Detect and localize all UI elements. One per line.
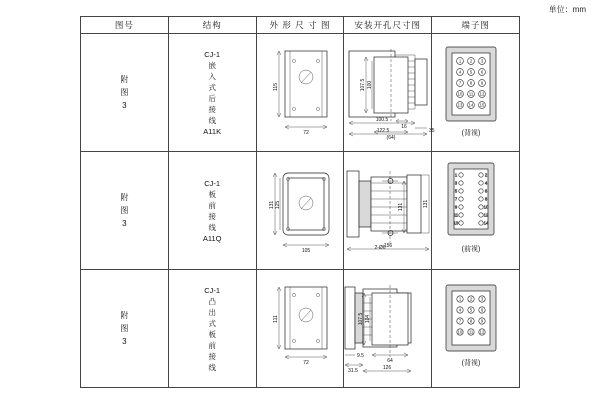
terminal-number: 7 (459, 80, 462, 86)
header-mounting: 安装开孔尺寸图 (344, 17, 432, 34)
table-row (81, 270, 520, 388)
terminal-number: 10 (457, 91, 463, 97)
row3-num-line: 3 (122, 337, 127, 346)
row3-terminal-drawing (432, 271, 510, 387)
row1-struct-line: 接 (208, 104, 216, 114)
terminal-number: 11 (469, 91, 474, 97)
row2-struct-line: 线 (208, 222, 216, 232)
row2-dim: 156 (383, 242, 392, 249)
row2-struct-line: A11Q (202, 233, 222, 243)
row1-number-cell (81, 34, 169, 152)
row3-dim: 111 (272, 314, 279, 323)
row2-dim: 105 (301, 247, 310, 254)
row3-mount-dim: 104 (365, 314, 372, 323)
terminal-number: 1 (455, 171, 458, 177)
terminal-number: 3 (455, 179, 458, 185)
row3-mounting-cell (344, 270, 432, 388)
row1-mount-dim: 16 (401, 123, 408, 130)
row2-structure-cell (168, 152, 256, 270)
row2-number-cell (81, 152, 169, 270)
table-header-row (81, 17, 520, 34)
row1-struct-line: 后 (208, 93, 216, 103)
terminal-number: 12 (479, 329, 485, 334)
row1-mounting-cell (344, 34, 432, 152)
terminal-number: 13 (457, 102, 463, 108)
row2-terminal-drawing (432, 153, 510, 269)
row3-structure-cell (168, 270, 256, 388)
row3-number-cell (81, 270, 169, 388)
row2-struct-line: 接 (208, 211, 216, 221)
row1-dim: 122.5 (376, 127, 389, 134)
terminal-number: 3 (481, 58, 484, 64)
terminal-number: 4 (459, 69, 462, 75)
row2-num-line: 3 (122, 219, 127, 228)
row1-num-line: 附 (120, 75, 129, 84)
row3-dim: 72 (302, 359, 309, 366)
row2-mounting-cell (344, 152, 432, 270)
terminal-number: 8 (470, 318, 473, 323)
row1-mounting-drawing (344, 35, 436, 151)
terminal-number: 4 (459, 307, 462, 312)
terminal-number: 11 (454, 211, 459, 217)
row1-num-line: 图 (120, 88, 129, 97)
terminal-number: 6 (485, 187, 488, 193)
unit-note: 单位：mm (548, 5, 586, 14)
row3-struct-line: 板 (208, 329, 216, 339)
row1-terminal-caption: (背视) (461, 129, 481, 137)
row1-mount-dim: (64) (386, 134, 396, 141)
terminal-number: 5 (470, 307, 473, 312)
terminal-number: 2 (470, 296, 473, 301)
row1-struct-line: 入 (208, 71, 216, 81)
terminal-number: 9 (455, 203, 458, 209)
terminal-number: 11 (469, 329, 474, 334)
terminal-number: 8 (485, 195, 488, 201)
terminal-number: 3 (481, 296, 484, 301)
row3-terminal-caption: (背视) (461, 359, 481, 367)
row3-struct-line: CJ-1 (204, 285, 221, 295)
row2-mounting-drawing (344, 153, 436, 269)
row2-dim: 125 (274, 200, 281, 209)
terminal-number: 4 (485, 179, 488, 185)
row1-struct-line: 式 (208, 82, 216, 92)
terminal-number: 6 (481, 307, 484, 312)
row3-mounting-drawing (344, 271, 436, 387)
row3-struct-line: 前 (208, 340, 216, 350)
row1-dim: 35 (428, 127, 435, 134)
terminal-number: 5 (470, 69, 473, 75)
row1-dim: 72 (302, 129, 309, 136)
row2-dim: 131 (268, 200, 275, 209)
terminal-number: 1 (459, 296, 462, 301)
terminal-number: 5 (455, 187, 458, 193)
row3-struct-line: 出 (208, 307, 216, 317)
row1-terminal-drawing (432, 35, 510, 151)
terminal-number: 8 (470, 80, 473, 86)
terminal-number: 10 (483, 203, 489, 209)
header-structure: 结构 (168, 17, 256, 34)
terminal-number: 14 (483, 219, 489, 225)
terminal-number: 7 (459, 318, 462, 323)
row3-struct-line: 接 (208, 351, 216, 361)
row1-num-line: 3 (122, 101, 127, 110)
row2-num-line: 附 (120, 193, 129, 202)
terminal-number: 13 (453, 219, 459, 225)
terminal-number: 2 (470, 58, 473, 64)
row2-num-line: 图 (120, 206, 129, 215)
specification-table (80, 16, 520, 388)
terminal-number: 12 (483, 211, 489, 217)
terminal-number: 9 (481, 318, 484, 323)
row2-struct-line: 板 (208, 189, 216, 199)
header-outline: 外 形 尺 寸 图 (256, 17, 344, 34)
header-terminal: 端子图 (432, 17, 520, 34)
terminal-number: 6 (481, 69, 484, 75)
terminal-number: 7 (455, 195, 458, 201)
row3-mount-dim: 64 (387, 357, 394, 364)
row1-struct-line: 嵌 (208, 60, 216, 70)
row1-struct-line: CJ-1 (204, 49, 221, 59)
row3-dim: 126 (382, 364, 391, 371)
row1-mount-dim: 107.5 (360, 78, 367, 91)
row1-mount-dim: 100 (367, 80, 374, 89)
terminal-number: 12 (479, 91, 485, 97)
row2-struct-line: 前 (208, 200, 216, 210)
row2-mount-dim: 2-Ø6 (374, 244, 386, 251)
row2-struct-line: CJ-1 (204, 178, 221, 188)
row1-struct-line: 线 (208, 115, 216, 125)
header-number: 图号 (81, 17, 169, 34)
table-row (81, 152, 520, 270)
row3-num-line: 附 (120, 311, 129, 320)
row3-num-line: 图 (120, 324, 129, 333)
terminal-number: 1 (459, 58, 462, 64)
row1-struct-line: A11K (203, 126, 222, 136)
row3-struct-line: 线 (208, 362, 216, 372)
row2-terminal-cell (432, 152, 520, 270)
row3-struct-line: 凸 (208, 296, 216, 306)
row3-terminal-cell (432, 270, 520, 388)
terminal-number: 15 (479, 102, 485, 108)
row1-structure-cell (168, 34, 256, 152)
terminal-number: 14 (468, 102, 474, 108)
row2-terminal-caption: (前视) (461, 245, 481, 253)
row3-dim: 31.5 (347, 367, 358, 374)
terminal-number: 2 (485, 171, 488, 177)
row3-dim: 9.5 (356, 352, 364, 359)
terminal-number: 9 (481, 80, 484, 86)
row3-mount-dim: 107.5 (358, 312, 365, 325)
row3-struct-line: 式 (208, 318, 216, 328)
row1-dim: 100.5 (375, 116, 388, 123)
terminal-number: 10 (457, 329, 463, 334)
row2-dim: 131 (422, 199, 429, 208)
table-row (81, 34, 520, 152)
row1-dim: 115 (272, 82, 279, 91)
row1-terminal-cell (432, 34, 520, 152)
row2-mount-dim: 131 (398, 202, 405, 211)
